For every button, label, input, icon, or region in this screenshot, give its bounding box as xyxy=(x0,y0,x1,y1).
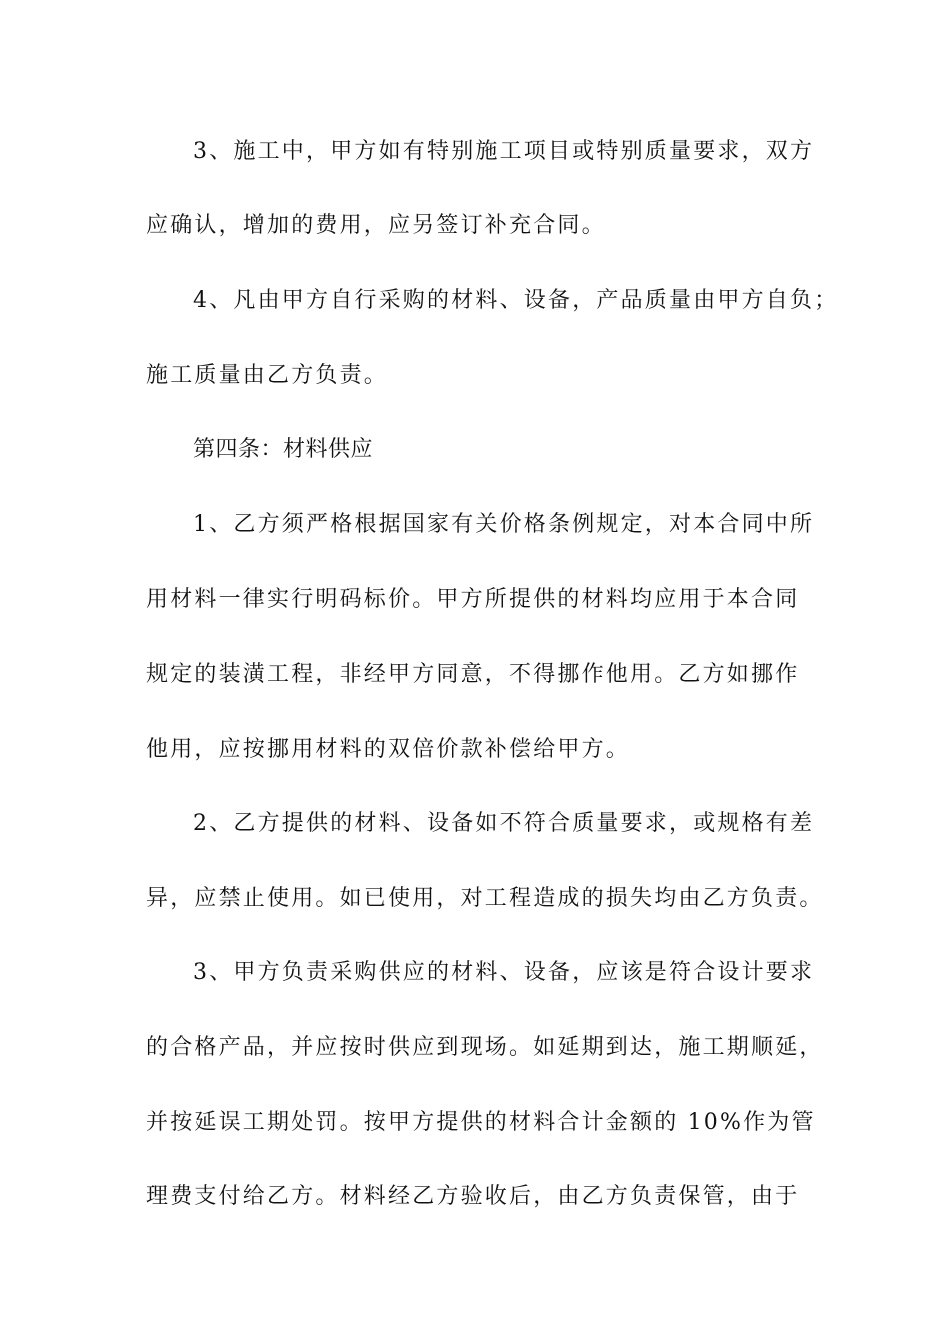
material-paragraph-3-line-3: 并按延误工期处罚。按甲方提供的材料合计金额的 10%作为管 xyxy=(146,1110,816,1135)
material-paragraph-1-line-3: 规定的装潢工程，非经甲方同意，不得挪作他用。乙方如挪作 xyxy=(146,662,800,687)
paragraph-4-line-1: 4、凡由甲方自行采购的材料、设备，产品质量由甲方自负； xyxy=(193,288,839,313)
material-paragraph-3-line-2: 的合格产品，并应按时供应到现场。如延期到达，施工期顺延， xyxy=(146,1035,824,1060)
paragraph-3-line-1: 3、施工中，甲方如有特别施工项目或特别质量要求，双方 xyxy=(193,139,815,164)
paragraph-3-line-2: 应确认，增加的费用，应另签订补充合同。 xyxy=(146,213,606,238)
paragraph-4-line-2: 施工质量由乙方负责。 xyxy=(146,363,389,388)
material-paragraph-2-line-2: 异，应禁止使用。如已使用，对工程造成的损失均由乙方负责。 xyxy=(146,886,824,911)
material-paragraph-1-line-2: 用材料一律实行明码标价。甲方所提供的材料均应用于本合同 xyxy=(146,587,800,612)
material-paragraph-2-line-1: 2、乙方提供的材料、设备如不符合质量要求，或规格有差 xyxy=(193,811,815,836)
material-paragraph-1-line-1: 1、乙方须严格根据国家有关价格条例规定，对本合同中所 xyxy=(193,512,815,537)
material-paragraph-3-line-4: 理费支付给乙方。材料经乙方验收后，由乙方负责保管，由于 xyxy=(146,1184,800,1209)
section-heading-article-4: 第四条：材料供应 xyxy=(193,437,374,462)
material-paragraph-3-line-1: 3、甲方负责采购供应的材料、设备，应该是符合设计要求 xyxy=(193,960,815,985)
material-paragraph-1-line-4: 他用，应按挪用材料的双倍价款补偿给甲方。 xyxy=(146,737,631,762)
